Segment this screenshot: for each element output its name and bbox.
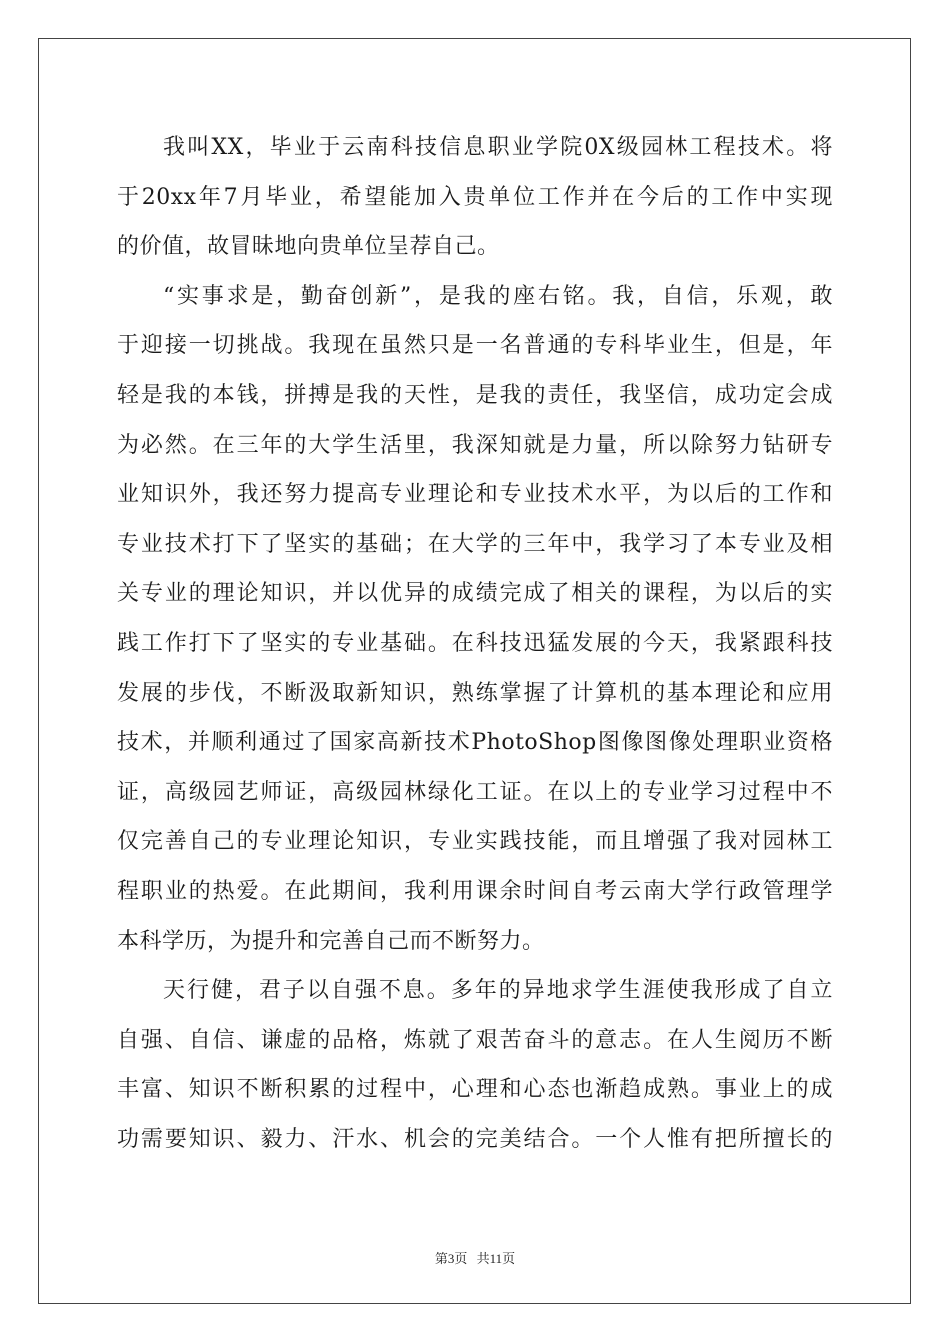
paragraph-3-line-4: 功需要知识、毅力、汗水、机会的完美结合。一个人惟有把所擅长的 <box>117 1126 833 1152</box>
paragraph-1-line-2: 于20xx年7月毕业，希望能加入贵单位工作并在今后的工作中实现 <box>117 184 833 210</box>
page-number: 第3页 <box>434 1251 468 1266</box>
paragraph-3-line-3: 丰富、知识不断积累的过程中，心理和心态也渐趋成熟。事业上的成 <box>117 1077 833 1103</box>
paragraph-2-line-14: 本科学历，为提升和完善自己而不断努力。 <box>117 928 545 954</box>
paragraph-2-line-1: “实事求是，勤奋创新”，是我的座右铭。我，自信，乐观，敢 <box>163 283 833 309</box>
paragraph-2-line-13: 程职业的热爱。在此期间，我利用课余时间自考云南大学行政管理学 <box>117 878 833 904</box>
paragraph-2-line-2: 于迎接一切挑战。我现在虽然只是一名普通的专科毕业生，但是，年 <box>117 333 833 359</box>
paragraph-3-line-2: 自强、自信、谦虚的品格，炼就了艰苦奋斗的意志。在人生阅历不断 <box>117 1027 833 1053</box>
paragraph-2-line-4: 为必然。在三年的大学生活里，我深知就是力量，所以除努力钻研专 <box>117 432 833 458</box>
paragraph-2-line-10: 技术，并顺利通过了国家高新技术PhotoShop图像图像处理职业资格 <box>117 730 833 756</box>
paragraph-1-line-1: 我叫XX，毕业于云南科技信息职业学院0X级园林工程技术。将 <box>163 135 833 160</box>
paragraph-2-line-12: 仅完善自己的专业理论知识，专业实践技能，而且增强了我对园林工 <box>117 829 833 855</box>
paragraph-2-line-8: 践工作打下了坚实的专业基础。在科技迅猛发展的今天，我紧跟科技 <box>117 630 833 656</box>
paragraph-2-line-5: 业知识外，我还努力提高专业理论和专业技术水平，为以后的工作和 <box>117 482 833 508</box>
page-total: 共11页 <box>476 1251 516 1266</box>
page-footer <box>0 1248 950 1267</box>
paragraph-2-line-11: 证，高级园艺师证，高级园林绿化工证。在以上的专业学习过程中不 <box>117 779 833 805</box>
paragraph-1-line-3: 的价值，故冒昧地向贵单位呈荐自己。 <box>117 234 500 260</box>
paragraph-3-line-1: 天行健，君子以自强不息。多年的异地求学生涯使我形成了自立 <box>163 978 833 1004</box>
paragraph-2-line-7: 关专业的理论知识，并以优异的成绩完成了相关的课程，为以后的实 <box>117 581 833 607</box>
document-body <box>117 123 833 1164</box>
paragraph-2-line-6: 专业技术打下了坚实的基础；在大学的三年中，我学习了本专业及相 <box>117 531 833 557</box>
paragraph-2-line-9: 发展的步伐，不断汲取新知识，熟练掌握了计算机的基本理论和应用 <box>117 680 833 706</box>
paragraph-2-line-3: 轻是我的本钱，拼搏是我的天性，是我的责任，我坚信，成功定会成 <box>117 382 833 408</box>
